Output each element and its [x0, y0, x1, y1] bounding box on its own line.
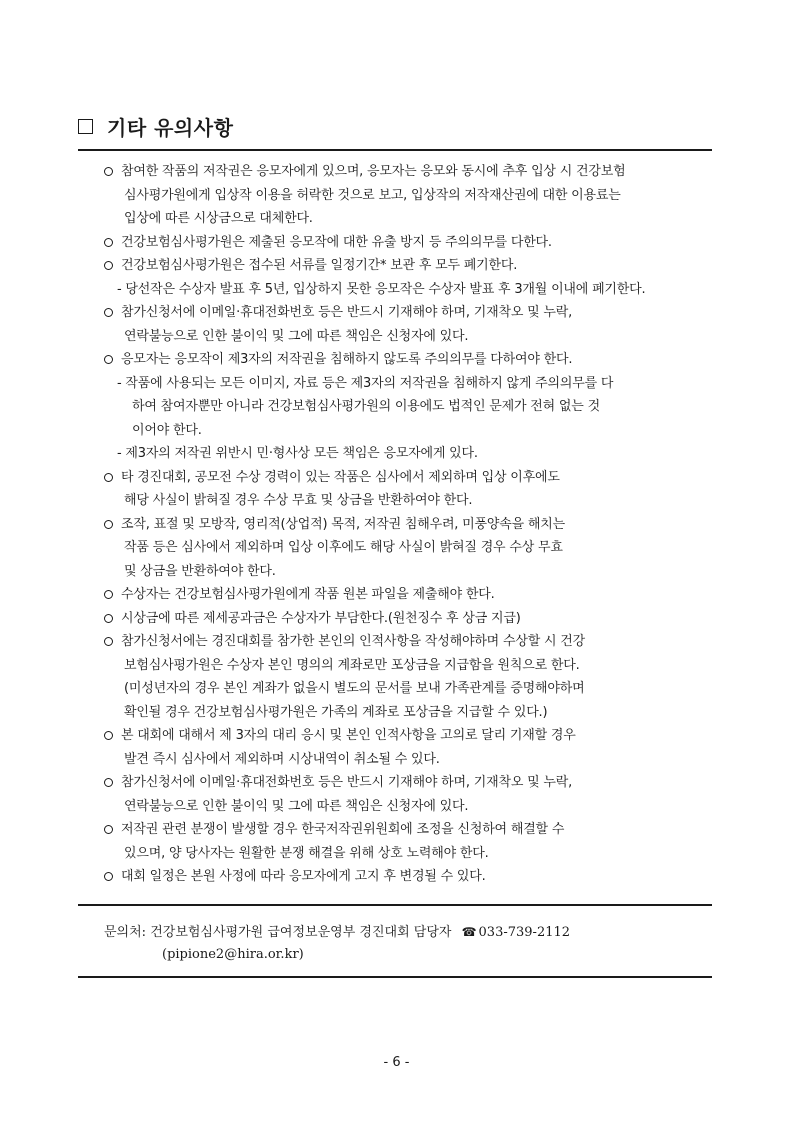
contact-top-divider — [78, 904, 712, 906]
notice-text: - 제3자의 저작권 위반시 민·형사상 모든 책임은 응모자에게 있다. — [117, 446, 478, 461]
notice-text: - 작품에 사용되는 모든 이미지, 자료 등은 제3자의 저작권을 침해하지 않게 주의의무를 다 — [117, 375, 614, 391]
notice-item — [104, 348, 696, 372]
hollow-circle-bullet-icon — [104, 261, 113, 270]
notice-text: (미성년자의 경우 본인 계좌가 없을시 별도의 문서를 보내 가족관계를 증명해야하며 — [124, 681, 585, 696]
notice-text: 참가신청서에 이메일·휴대전화번호 등은 반드시 기재해야 하며, 기재착오 및 누락, — [121, 305, 573, 320]
notice-item — [104, 301, 696, 325]
notice-item — [104, 583, 696, 607]
notice-item — [104, 818, 696, 842]
notice-item-continuation — [104, 842, 696, 866]
hollow-circle-bullet-icon — [104, 238, 113, 247]
notice-item-continuation — [104, 372, 696, 396]
notice-text: 확인될 경우 건강보험심사평가원은 가족의 계좌로 포상금을 지급할 수 있다.) — [124, 704, 548, 720]
notice-item-continuation — [104, 536, 696, 560]
notice-item-continuation — [104, 795, 696, 819]
notice-item-continuation — [104, 419, 696, 443]
notice-text: 건강보험심사평가원은 제출된 응모작에 대한 유출 방지 등 주의의무를 다한다. — [121, 234, 552, 250]
notice-item — [104, 254, 696, 278]
notice-item-continuation — [104, 489, 696, 513]
notice-text: 연락불능으로 인한 불이익 및 그에 따른 책임은 신청자에 있다. — [124, 328, 469, 344]
empty-square-icon — [78, 119, 93, 134]
notice-item — [104, 160, 696, 184]
notice-text: 연락불능으로 인한 불이익 및 그에 따른 책임은 신청자에 있다. — [124, 798, 469, 814]
notice-text: 참가신청서에는 경진대회를 참가한 본인의 인적사항을 작성해야하며 수상할 시 건강 — [121, 634, 585, 649]
notice-text: 있으며, 양 당사자는 원활한 분쟁 해결을 위해 상호 노력해야 한다. — [124, 845, 489, 861]
hollow-circle-bullet-icon — [104, 590, 113, 599]
notice-text: 저작권 관련 분쟁이 발생할 경우 한국저작권위원회에 조정을 신청하여 해결할 수 — [121, 822, 565, 837]
notice-item-continuation — [104, 560, 696, 584]
notice-item — [104, 466, 696, 490]
notice-text: 심사평가원에게 입상작 이용을 허락한 것으로 보고, 입상작의 저작재산권에 대한 이용료는 — [124, 187, 621, 203]
contact-info — [104, 921, 704, 966]
notice-text: 참여한 작품의 저작권은 응모자에게 있으며, 응모자는 응모와 동시에 추후 입상 시 건강보험 — [121, 164, 626, 179]
hollow-circle-bullet-icon — [104, 872, 113, 881]
notice-text: 건강보험심사평가원은 접수된 서류를 일정기간* 보관 후 모두 폐기한다. — [121, 258, 518, 273]
notice-item — [104, 771, 696, 795]
contact-phone: 033-739-2112 — [478, 925, 571, 940]
notice-item-continuation — [104, 325, 696, 349]
notice-text: 이어야 한다. — [132, 422, 202, 438]
hollow-circle-bullet-icon — [104, 355, 113, 364]
hollow-circle-bullet-icon — [104, 520, 113, 529]
notice-item-continuation — [104, 395, 696, 419]
hollow-circle-bullet-icon — [104, 825, 113, 834]
hollow-circle-bullet-icon — [104, 167, 113, 176]
notice-item-continuation — [104, 442, 696, 466]
notice-item-continuation — [104, 207, 696, 231]
notice-text: 수상자는 건강보험심사평가원에게 작품 원본 파일을 제출해야 한다. — [121, 587, 495, 602]
notice-text: 조작, 표절 및 모방작, 영리적(상업적) 목적, 저작권 침해우려, 미풍양속을 해치는 — [121, 516, 565, 532]
contact-text: 건강보험심사평가원 급여정보운영부 경진대회 담당자 — [150, 925, 452, 940]
notice-item-continuation — [104, 701, 696, 725]
hollow-circle-bullet-icon — [104, 308, 113, 317]
notice-item — [104, 231, 696, 255]
hollow-circle-bullet-icon — [104, 731, 113, 740]
page-number: - 6 - — [383, 1055, 410, 1070]
contact-row — [104, 921, 704, 944]
notice-item — [104, 724, 696, 748]
notice-text: 및 상금을 반환하여야 한다. — [124, 563, 276, 579]
notice-text: - 당선작은 수상자 발표 후 5년, 입상하지 못한 응모작은 수상자 발표 후 3개월 이내에 폐기한다. — [117, 281, 646, 297]
notice-text: 하여 참여자뿐만 아니라 건강보험심사평가원의 이용에도 법적인 문제가 전혀 없는 것 — [132, 399, 600, 414]
notice-item-continuation — [104, 278, 696, 302]
notice-text: 본 대회에 대해서 제 3자의 대리 응시 및 본인 인적사항을 고의로 달리 기재할 경우 — [121, 728, 576, 743]
notice-item — [104, 865, 696, 889]
notice-text: 작품 등은 심사에서 제외하며 입상 이후에도 해당 사실이 밝혀질 경우 수상 무효 — [124, 540, 563, 555]
notice-item — [104, 607, 696, 631]
notice-item-continuation — [104, 748, 696, 772]
section-title-row — [78, 112, 233, 141]
hollow-circle-bullet-icon — [104, 637, 113, 646]
notice-text: 타 경진대회, 공모전 수상 경력이 있는 작품은 심사에서 제외하며 입상 이후에도 — [121, 469, 560, 485]
notice-item — [104, 630, 696, 654]
notice-item-continuation — [104, 677, 696, 701]
contact-label: 문의처: — [104, 925, 147, 940]
telephone-icon: ☎ — [461, 925, 477, 939]
hollow-circle-bullet-icon — [104, 778, 113, 787]
contact-bottom-divider — [78, 976, 712, 978]
notice-text: 발견 즉시 심사에서 제외하며 시상내역이 취소될 수 있다. — [124, 751, 440, 767]
notice-text: 입상에 따른 시상금으로 대체한다. — [124, 211, 313, 226]
notice-text: 참가신청서에 이메일·휴대전화번호 등은 반드시 기재해야 하며, 기재착오 및 누락, — [121, 775, 573, 790]
notice-text: 대회 일정은 본원 사정에 따라 응모자에게 고지 후 변경될 수 있다. — [121, 869, 486, 884]
notice-text: 해당 사실이 밝혀질 경우 수상 무효 및 상금을 반환하여야 한다. — [124, 493, 473, 508]
notice-item — [104, 513, 696, 537]
contact-email: (pipione2@hira.or.kr) — [162, 947, 304, 962]
section-title: 기타 유의사항 — [107, 116, 234, 140]
notice-text: 응모자는 응모작이 제3자의 저작권을 침해하지 않도록 주의의무를 다하여야 한다. — [121, 352, 573, 367]
notice-item-continuation — [104, 184, 696, 208]
hollow-circle-bullet-icon — [104, 614, 113, 623]
hollow-circle-bullet-icon — [104, 473, 113, 482]
title-divider — [78, 149, 712, 151]
notice-item-continuation — [104, 654, 696, 678]
notice-list — [104, 160, 696, 889]
notice-text: 보험심사평가원은 수상자 본인 명의의 계좌로만 포상금을 지급함을 원칙으로 한다. — [124, 657, 580, 673]
notice-text: 시상금에 따른 제세공과금은 수상자가 부담한다.(원천징수 후 상금 지급) — [121, 610, 521, 626]
